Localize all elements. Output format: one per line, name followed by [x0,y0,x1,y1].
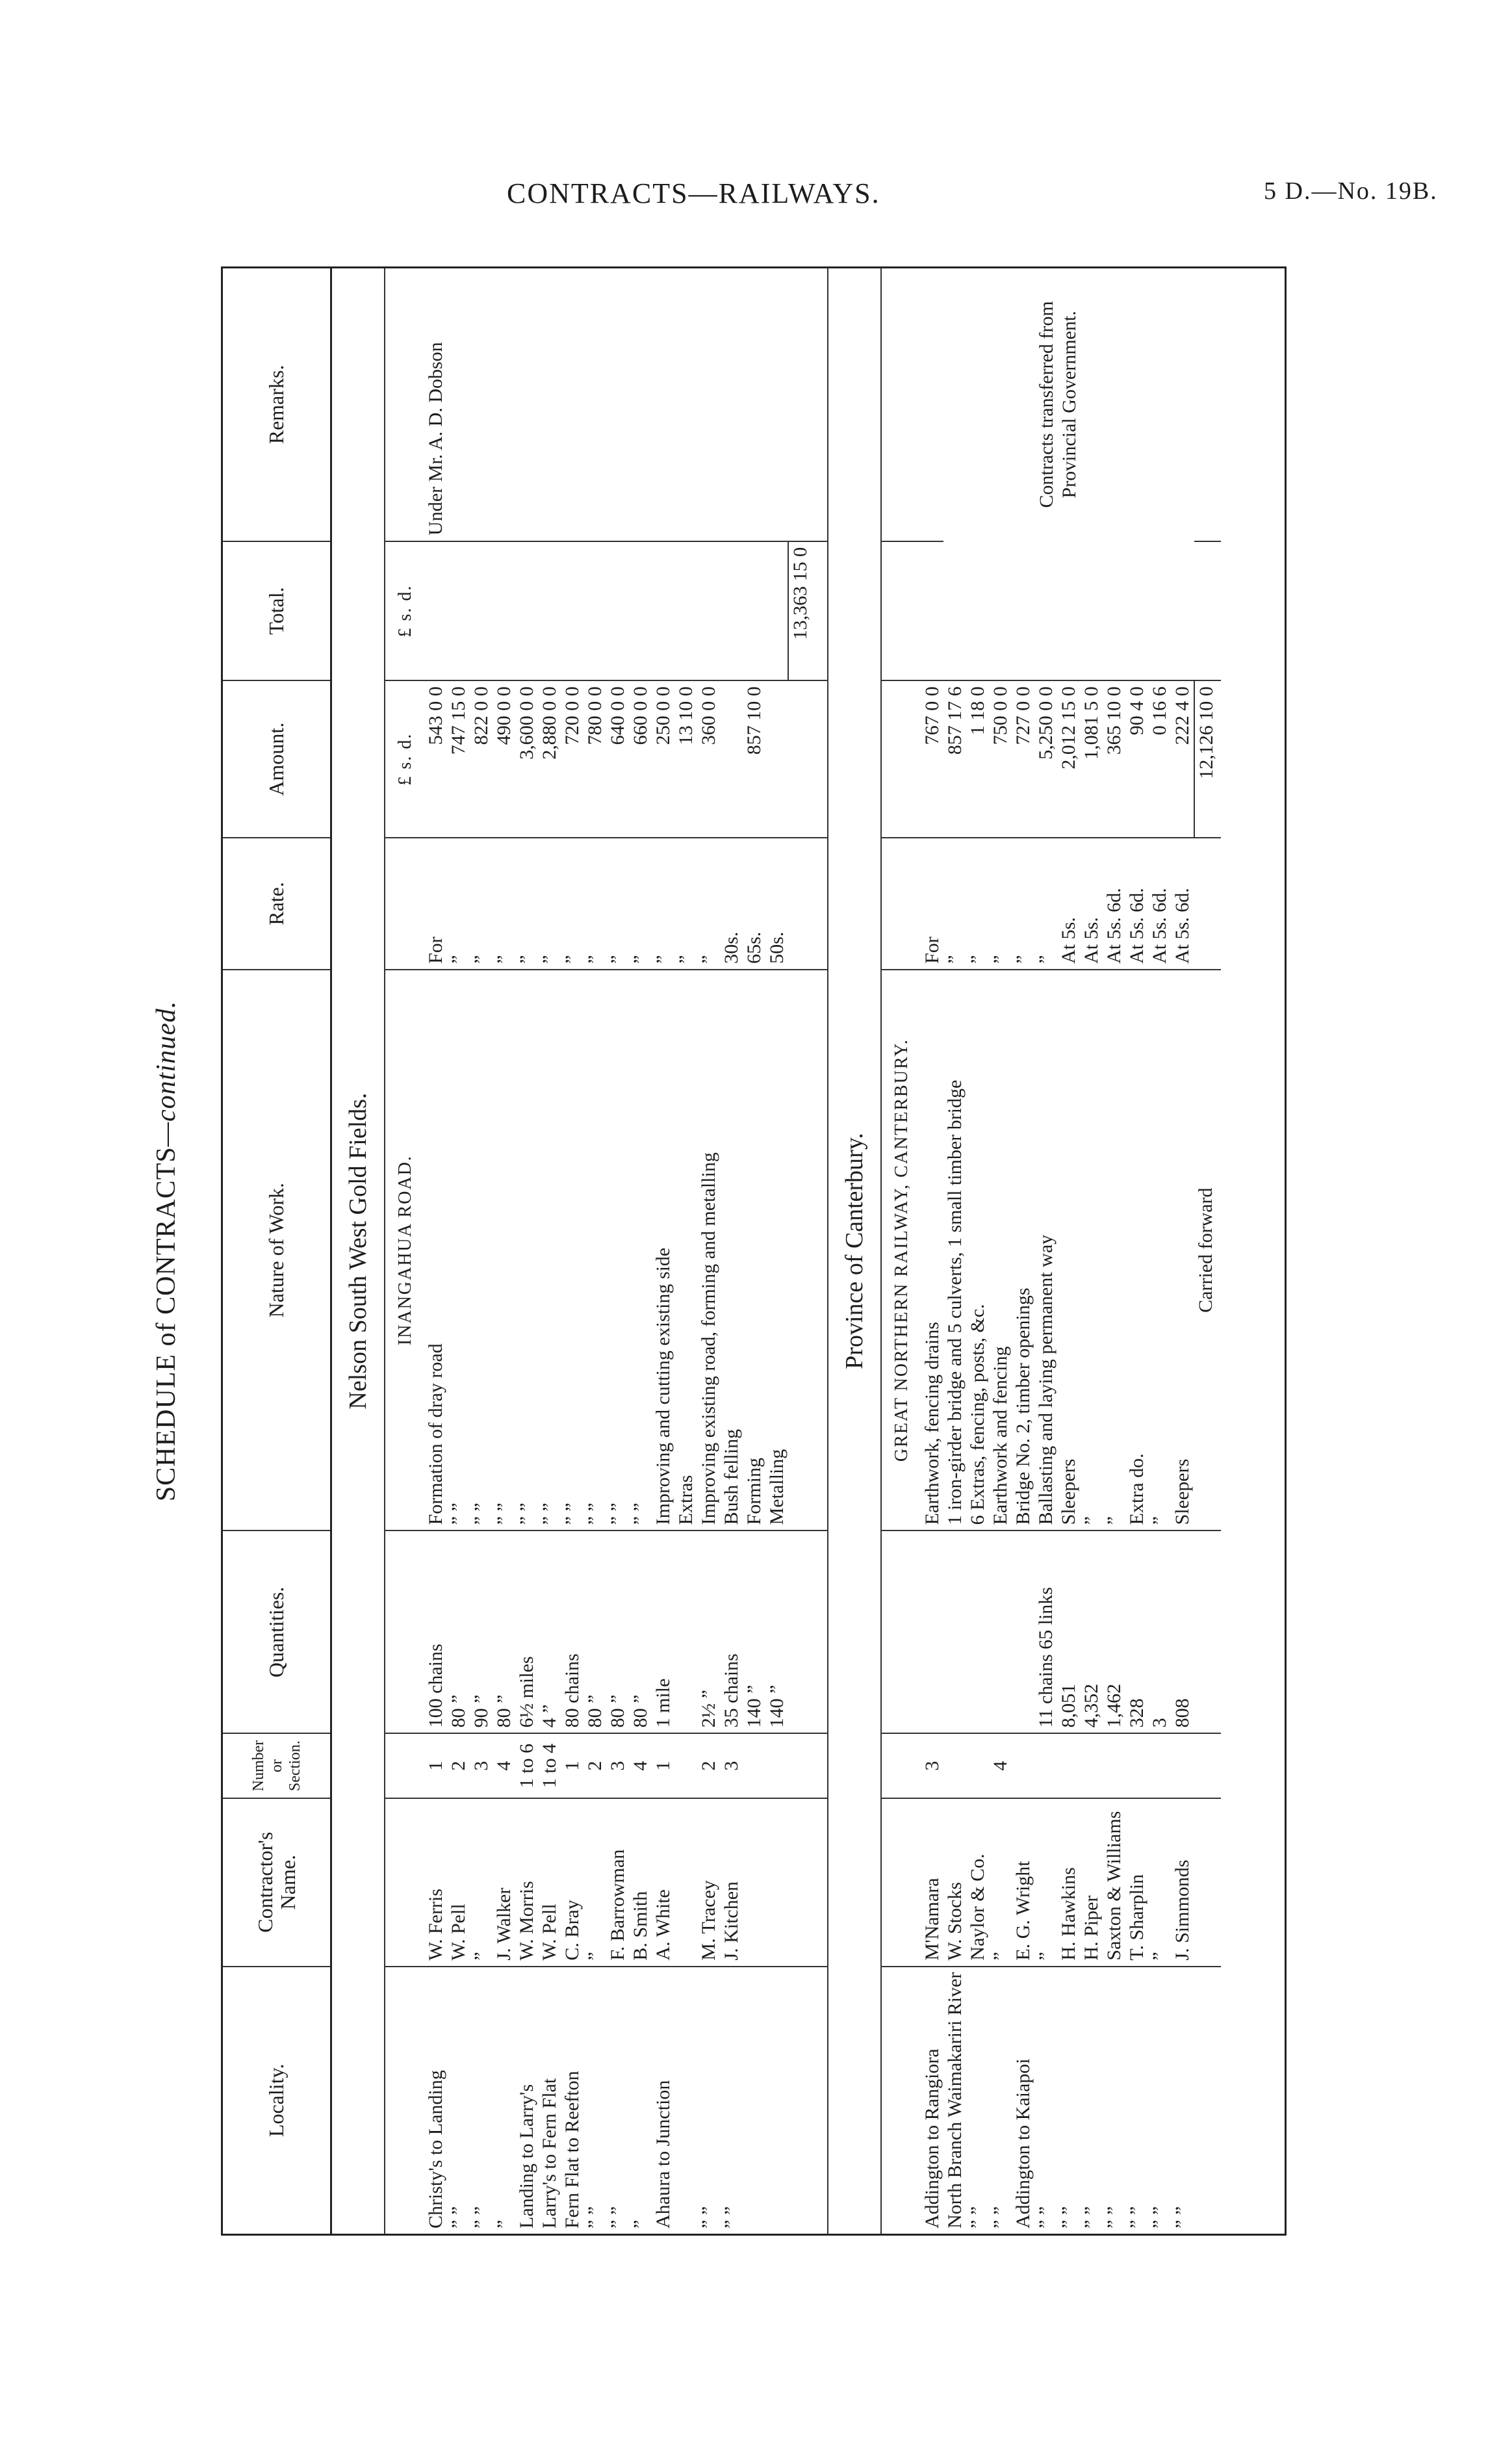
cell-rate: ” [629,838,652,970]
cell-section: 1 to 4 [538,1733,561,1798]
cell-rate: At 5s. 6d. [1148,838,1171,970]
cell-work: Sleepers [1171,970,1194,1530]
cell-quantity: 80 chains [561,1530,583,1733]
cell-amount [765,680,788,838]
subtitle-great-northern: GREAT NORTHERN RAILWAY, CANTERBURY. [881,970,921,1530]
cell-section [1103,1733,1125,1798]
cell-total [515,541,538,680]
cell-work: Metalling [765,970,788,1530]
cell-work: 1 iron-girder bridge and 5 culverts, 1 small timber bridge [943,970,966,1530]
cell-contractor: M'Namara [921,1798,943,1967]
table-row [538,268,561,2234]
cell-section: 1 [652,1733,674,1798]
cell-remarks [470,268,493,541]
cell-quantity [966,1530,989,1733]
cell-quantity: 100 chains [424,1530,447,1733]
col-locality: Locality. [223,1967,331,2234]
table-row [424,268,447,2234]
cell-locality: ” ” [1171,1967,1194,2234]
cell-quantity [674,1530,697,1733]
cell-work: ” ” [538,970,561,1530]
cell-quantity: 2½ ” [697,1530,720,1733]
money-heading-total: £ s. d. [385,541,424,680]
schedule-table [223,268,1221,2234]
cell-section: 1 to 6 [515,1733,538,1798]
cell-contractor [674,1798,697,1967]
cell-locality: Christy's to Landing [424,1967,447,2234]
carried-forward-amount: 12,126 10 0 [1194,680,1221,838]
cell-section [1012,1733,1034,1798]
cell-amount: 1 18 0 [966,680,989,838]
cell-rate: ” [697,838,720,970]
cell-contractor: H. Piper [1080,1798,1103,1967]
cell-locality [743,1967,765,2234]
cell-amount: 640 0 0 [606,680,629,838]
cell-work: Formation of dray road [424,970,447,1530]
table-row [652,268,674,2234]
cell-total [765,541,788,680]
money-heading-amount: £ s. d. [385,680,424,838]
cell-locality: ” ” [966,1967,989,2234]
table-row [943,268,966,2234]
cell-total [493,541,515,680]
cell-rate: At 5s. 6d. [1103,838,1125,970]
cell-section: 4 [989,1733,1012,1798]
cell-contractor: J. Walker [493,1798,515,1967]
cell-rate: For [424,838,447,970]
cell-rate: At 5s. 6d. [1171,838,1194,970]
cell-total [989,541,1012,680]
cell-total [629,541,652,680]
cell-contractor: J. Kitchen [720,1798,743,1967]
cell-work: ” [1148,970,1171,1530]
cell-contractor: ” [1034,1798,1057,1967]
cell-contractor: A. White [652,1798,674,1967]
cell-section: 3 [606,1733,629,1798]
cell-locality: Addington to Rangiora [921,1967,943,2234]
cell-contractor: F. Barrowman [606,1798,629,1967]
cell-section: 3 [720,1733,743,1798]
cell-quantity: 11 chains 65 links [1034,1530,1057,1733]
cell-quantity: 80 ” [606,1530,629,1733]
cell-rate: ” [493,838,515,970]
table-row [561,268,583,2234]
cell-work: Bush felling [720,970,743,1530]
cell-quantity: 1 mile [652,1530,674,1733]
cell-locality: ” [629,1967,652,2234]
table-row [1125,268,1148,2234]
cell-rate: 30s. [720,838,743,970]
cell-remarks [720,268,743,541]
table-row [1148,268,1171,2234]
cell-remarks [538,268,561,541]
page-number: 5 D.—No. 19B. [1264,177,1438,205]
cell-remarks [697,268,720,541]
cell-locality: Ahaura to Junction [652,1967,674,2234]
cell-amount: 857 17 6 [943,680,966,838]
cell-locality: ” ” [1034,1967,1057,2234]
cell-remarks [561,268,583,541]
cell-locality: ” ” [583,1967,606,2234]
cell-locality: ” ” [606,1967,629,2234]
cell-locality: ” ” [720,1967,743,2234]
cell-section [1125,1733,1148,1798]
cell-contractor: E. G. Wright [1012,1798,1034,1967]
cell-section [1148,1733,1171,1798]
cell-locality: ” ” [697,1967,720,2234]
cell-total [720,541,743,680]
cell-section [1171,1733,1194,1798]
cell-contractor [743,1798,765,1967]
cell-total [1057,541,1080,680]
cell-amount: 2,880 0 0 [538,680,561,838]
cell-contractor: ” [1148,1798,1171,1967]
schedule-table-frame [221,266,1287,2236]
cell-section: 1 [424,1733,447,1798]
cell-quantity: 80 ” [493,1530,515,1733]
cell-total [652,541,674,680]
cell-locality: ” [493,1967,515,2234]
table-row [515,268,538,2234]
cell-total [447,541,470,680]
cell-quantity: 3 [1148,1530,1171,1733]
cell-locality: ” ” [447,1967,470,2234]
table-row [583,268,606,2234]
cell-work: Sleepers [1057,970,1080,1530]
cell-contractor: T. Sharplin [1125,1798,1148,1967]
cell-work: ” ” [583,970,606,1530]
schedule-title-suffix: —continued. [151,1000,181,1147]
cell-amount [720,680,743,838]
cell-amount: 822 0 0 [470,680,493,838]
cell-locality: ” ” [1148,1967,1171,2234]
cell-total [1125,541,1148,680]
cell-contractor: ” [583,1798,606,1967]
cell-total [606,541,629,680]
cell-work: Earthwork, fencing drains [921,970,943,1530]
cell-amount: 2,012 15 0 [1057,680,1080,838]
cell-rate: ” [606,838,629,970]
table-row [629,268,652,2234]
cell-locality: ” ” [1080,1967,1103,2234]
cell-section: 2 [447,1733,470,1798]
cell-total [1103,541,1125,680]
cell-section: 1 [561,1733,583,1798]
cell-total [1148,541,1171,680]
cell-contractor: W. Pell [447,1798,470,1967]
cell-work: ” ” [606,970,629,1530]
rotated-schedule [151,266,1287,2236]
cell-total [470,541,493,680]
table-row [1103,268,1125,2234]
cell-amount: 720 0 0 [561,680,583,838]
cell-quantity: 328 [1125,1530,1148,1733]
cell-remarks [743,268,765,541]
table-row [1012,268,1034,2234]
cell-total [743,541,765,680]
cell-section [1080,1733,1103,1798]
cell-quantity: 140 ” [765,1530,788,1733]
cell-quantity: 80 ” [583,1530,606,1733]
cell-quantity [989,1530,1012,1733]
cell-rate: ” [470,838,493,970]
cell-work: ” ” [629,970,652,1530]
schedule-title-main: SCHEDULE of CONTRACTS [151,1146,181,1502]
cell-work: ” ” [515,970,538,1530]
cell-quantity: 8,051 [1057,1530,1080,1733]
table-row [765,268,788,2234]
carried-forward-label: Carried forward [1194,970,1221,1530]
cell-contractor [765,1798,788,1967]
cell-quantity [1012,1530,1034,1733]
cell-work: Earthwork and fencing [989,970,1012,1530]
cell-section [1034,1733,1057,1798]
cell-rate: ” [674,838,697,970]
table-row [720,268,743,2234]
cell-work: Forming [743,970,765,1530]
col-nature: Nature of Work. [223,970,331,1530]
table-row [989,268,1012,2234]
cell-rate: For [921,838,943,970]
cell-section: 2 [583,1733,606,1798]
cell-locality: Larry's to Fern Flat [538,1967,561,2234]
cell-rate: At 5s. [1057,838,1080,970]
cell-work: ” [1103,970,1125,1530]
col-quantities: Quantities. [223,1530,331,1733]
cell-remarks [674,268,697,541]
col-section: Number or Section. [223,1733,331,1798]
cell-contractor: J. Simmonds [1171,1798,1194,1967]
cell-work: Improving existing road, forming and metalling [697,970,720,1530]
section-total: 13,363 15 0 [788,541,812,680]
section-title-canterbury: Province of Canterbury. [828,268,881,2234]
table-row [447,268,470,2234]
cell-rate: ” [447,838,470,970]
cell-contractor: W. Morris [515,1798,538,1967]
table-row [921,268,943,2234]
header-row [223,268,331,2234]
cell-remarks [493,268,515,541]
col-contractor: Contractor's Name. [223,1798,331,1967]
cell-work: ” ” [447,970,470,1530]
cell-section: 4 [493,1733,515,1798]
cell-section: 4 [629,1733,652,1798]
cell-rate: ” [515,838,538,970]
schedule-title [151,266,182,2236]
cell-section [674,1733,697,1798]
cell-section: 3 [470,1733,493,1798]
cell-rate: ” [989,838,1012,970]
col-rate: Rate. [223,838,331,970]
cell-quantity: 808 [1171,1530,1194,1733]
page-header-title: CONTRACTS—RAILWAYS. [507,177,880,209]
cell-total [966,541,989,680]
cell-locality: North Branch Waimakariri River [943,1967,966,2234]
cell-contractor: M. Tracey [697,1798,720,1967]
cell-remarks [515,268,538,541]
cell-locality: Addington to Kaiapoi [1012,1967,1034,2234]
table-row [697,268,720,2234]
cell-rate: At 5s. [1080,838,1103,970]
cell-contractor: B. Smith [629,1798,652,1967]
cell-locality: Fern Flat to Reefton [561,1967,583,2234]
table-row [966,268,989,2234]
subtitle-inangahua: INANGAHUA ROAD. [385,970,424,1530]
cell-total [538,541,561,680]
table-row [606,268,629,2234]
cell-contractor: ” [470,1798,493,1967]
cell-amount: 727 0 0 [1012,680,1034,838]
section-title-nelson: Nelson South West Gold Fields. [331,268,385,2234]
cell-contractor: W. Stocks [943,1798,966,1967]
col-amount: Amount. [223,680,331,838]
cell-contractor: H. Hawkins [1057,1798,1080,1967]
cell-contractor: Naylor & Co. [966,1798,989,1967]
cell-amount: 0 16 6 [1148,680,1171,838]
table-row [1034,268,1057,2234]
cell-quantity: 80 ” [629,1530,652,1733]
cell-amount: 365 10 0 [1103,680,1125,838]
cell-section [743,1733,765,1798]
cell-locality: ” ” [1057,1967,1080,2234]
cell-contractor: Saxton & Williams [1103,1798,1125,1967]
cell-amount: 780 0 0 [583,680,606,838]
cell-amount: 90 4 0 [1125,680,1148,838]
cell-rate: 65s. [743,838,765,970]
cell-contractor: W. Ferris [424,1798,447,1967]
cell-quantity: 90 ” [470,1530,493,1733]
table-row [743,268,765,2234]
cell-contractor: ” [989,1798,1012,1967]
cell-quantity: 140 ” [743,1530,765,1733]
table-row [1080,268,1103,2234]
cell-total [697,541,720,680]
cell-remarks [652,268,674,541]
cell-total [1034,541,1057,680]
cell-remarks [629,268,652,541]
cell-remarks: Under Mr. A. D. Dobson [425,342,446,536]
cell-total [921,541,943,680]
cell-total [1080,541,1103,680]
cell-locality: ” ” [989,1967,1012,2234]
cell-section [966,1733,989,1798]
cell-work: Ballasting and laying permanent way [1034,970,1057,1530]
cell-amount: 660 0 0 [629,680,652,838]
cell-section [1057,1733,1080,1798]
cell-rate: ” [966,838,989,970]
cell-quantity: 4,352 [1080,1530,1103,1733]
cell-amount: 13 10 0 [674,680,697,838]
cell-rate: ” [1034,838,1057,970]
cell-amount: 750 0 0 [989,680,1012,838]
col-total: Total. [223,541,331,680]
table-row [493,268,515,2234]
cell-locality: ” ” [470,1967,493,2234]
cell-rate: ” [561,838,583,970]
cell-quantity [943,1530,966,1733]
cell-locality [674,1967,697,2234]
cell-remarks [583,268,606,541]
cell-remarks [765,268,788,541]
cell-quantity [921,1530,943,1733]
cell-amount: 767 0 0 [921,680,943,838]
cell-work: Bridge No. 2, timber openings [1012,970,1034,1530]
cell-work: ” ” [561,970,583,1530]
cell-contractor: W. Pell [538,1798,561,1967]
cell-amount: 490 0 0 [493,680,515,838]
cell-quantity: 35 chains [720,1530,743,1733]
cell-amount: 5,250 0 0 [1034,680,1057,838]
table-row [1171,268,1194,2234]
cell-total [424,541,447,680]
cell-quantity: 6½ miles [515,1530,538,1733]
cell-quantity: 80 ” [447,1530,470,1733]
cell-total [583,541,606,680]
cell-work: 6 Extras, fencing, posts, &c. [966,970,989,1530]
cell-total [561,541,583,680]
cell-remarks [606,268,629,541]
cell-amount: 857 10 0 [743,680,765,838]
cell-amount: 222 4 0 [1171,680,1194,838]
cell-work: ” ” [493,970,515,1530]
cell-locality [765,1967,788,2234]
cell-section: 3 [921,1733,943,1798]
cell-amount: 3,600 0 0 [515,680,538,838]
cell-work: Extras [674,970,697,1530]
cell-amount: 360 0 0 [697,680,720,838]
cell-locality: Landing to Larry's [515,1967,538,2234]
cell-work: Improving and cutting existing side [652,970,674,1530]
cell-quantity: 4 ” [538,1530,561,1733]
cell-total [1012,541,1034,680]
cell-total [943,541,966,680]
cell-work: Extra do. [1125,970,1148,1530]
cell-contractor: C. Bray [561,1798,583,1967]
cell-amount: 747 15 0 [447,680,470,838]
cell-amount: 1,081 5 0 [1080,680,1103,838]
cell-rate: ” [538,838,561,970]
col-remarks: Remarks. [223,268,331,541]
cell-remarks [447,268,470,541]
cell-rate: ” [943,838,966,970]
cell-locality: ” ” [1103,1967,1125,2234]
cell-rate: ” [1012,838,1034,970]
cell-rate: ” [583,838,606,970]
cell-section: 2 [697,1733,720,1798]
cell-amount: 250 0 0 [652,680,674,838]
cell-locality: ” ” [1125,1967,1148,2234]
cell-remarks-canterbury: Contracts transferred from Provincial Government. [1035,301,1080,508]
cell-rate: 50s. [765,838,788,970]
cell-section [943,1733,966,1798]
cell-work: ” ” [470,970,493,1530]
cell-quantity: 1,462 [1103,1530,1125,1733]
cell-rate: At 5s. 6d. [1125,838,1148,970]
cell-total [1171,541,1194,680]
cell-amount: 543 0 0 [424,680,447,838]
table-row [674,268,697,2234]
cell-section [765,1733,788,1798]
cell-total [674,541,697,680]
table-row [470,268,493,2234]
table-row [1057,268,1080,2234]
cell-rate: ” [652,838,674,970]
cell-work: ” [1080,970,1103,1530]
